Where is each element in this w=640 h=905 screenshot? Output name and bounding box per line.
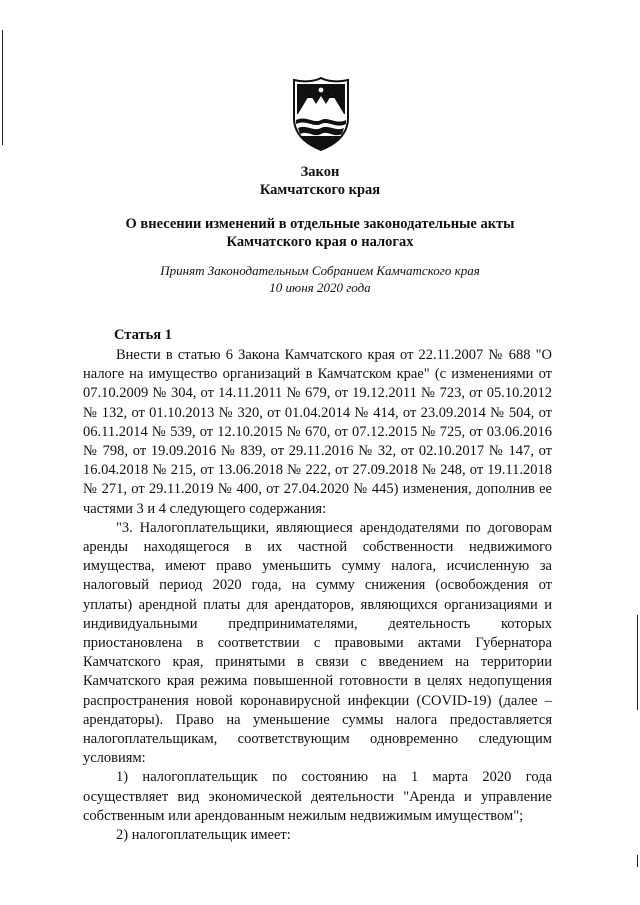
- paragraph-amendment-intro: Внести в статью 6 Закона Камчатского края от 22.11.2007 № 688 "О налоге на имущество организаций в Камчатском крае" (с изменениями от 07.10.2009 № 304, от 14.11.2011 № 679, от 19.12.2011 № 723, от 05.10.2012 № 132, от 01.10.2013 № 320, от 01.04.2014 № 414, от 23.09.2014 № 504, от 06.11.2014 № 539, от 12.10.2015 № 670, от 07.12.2015 № 725, от 03.06.2016 № 798, от 19.09.2016 № 839, от 29.11.2016 № 32, от 02.10.2017 № 147, от 16.04.2018 № 215, от 13.06.2018 № 222, от 27.09.2018 № 248, от 19.11.2018 № 271, от 29.11.2019 № 400, от 27.04.2020 № 445) изменения, дополнив ее частями 3 и 4 следующего содержания:: [83, 347, 552, 517]
- article-body: [83, 346, 552, 845]
- law-title-line2: Камчатского края: [259, 182, 381, 198]
- law-title-line1: Закон: [300, 164, 340, 180]
- law-subtitle-line1: О внесении изменений в отдельные законодательные акты: [125, 216, 515, 232]
- scan-edge-mark: [637, 615, 638, 710]
- law-subtitle-line2: Камчатского края о налогах: [226, 234, 414, 250]
- paragraph-part-3: "3. Налогоплательщики, являющиеся арендодателями по договорам аренды находящегося в их частной собственности недвижимого имущества, имеют право уменьшить сумму налога, исчисленную за налоговый период 2020 года, на сумму снижения (освобождения от уплаты) арендной платы для арендаторов, являющихся организациями и индивидуальными предпринимателями, деятельность которых приостановлена в соответствии с правовыми актами Губернатора Камчатского края, принятыми в связи с введением на территории Камчатского края режима повышенной готовности в целях недопущения распространения новой коронавирусной инфекции (COVID-19) (далее – арендаторы). Право на уменьшение суммы налога предоставляется налогоплательщикам, соответствующим одновременно следующим условиям:: [83, 519, 552, 767]
- law-title: [0, 163, 640, 199]
- paragraph-condition-1: 1) налогоплательщик по состоянию на 1 марта 2020 года осуществляет вид экономической деятельности "Аренда и управление собственным или арендованным нежилым недвижимым имуществом";: [83, 769, 552, 824]
- law-subtitle: [0, 215, 640, 251]
- adoption-note-line1: Принят Законодательным Собранием Камчатского края: [160, 263, 480, 278]
- article-heading: Статья 1: [114, 327, 172, 343]
- scan-edge-mark: [2, 30, 3, 145]
- paragraph-condition-2: 2) налогоплательщик имеет:: [116, 827, 291, 844]
- scan-edge-mark: [637, 855, 638, 867]
- kamchatka-coat-of-arms-icon: [290, 74, 352, 152]
- adoption-date: 10 июня 2020 года: [269, 280, 371, 295]
- adoption-note: [0, 262, 640, 296]
